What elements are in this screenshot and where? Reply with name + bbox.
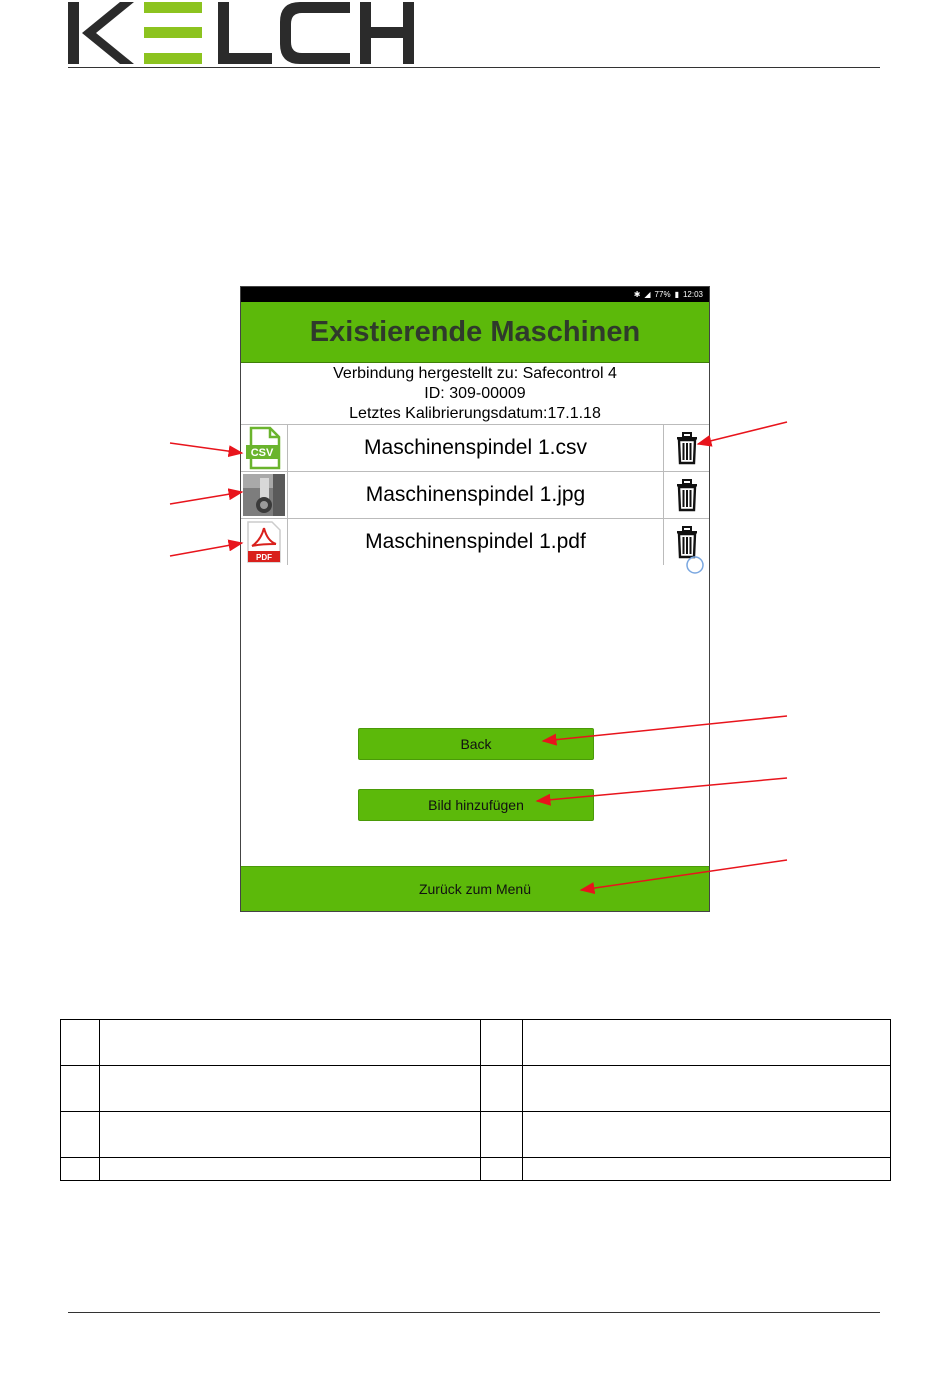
table-row xyxy=(61,1066,891,1112)
signal-icon: ◢ xyxy=(644,290,651,299)
table-row xyxy=(61,1112,891,1158)
bluetooth-icon: ✱ xyxy=(633,290,641,299)
file-name[interactable]: Maschinenspindel 1.jpg xyxy=(365,483,586,506)
arrow-menu xyxy=(581,860,787,890)
table-cell xyxy=(61,1066,100,1112)
table-cell xyxy=(99,1020,481,1066)
table-row xyxy=(61,1020,891,1066)
table-cell xyxy=(523,1158,891,1181)
table-cell xyxy=(99,1158,481,1181)
file-name[interactable]: Maschinenspindel 1.csv xyxy=(364,436,587,459)
table-cell xyxy=(99,1066,481,1112)
arrow-pdf xyxy=(170,543,242,556)
back-to-menu-button[interactable]: Zurück zum Menü xyxy=(241,866,709,911)
table-cell xyxy=(61,1020,100,1066)
table-cell xyxy=(481,1112,523,1158)
table-cell xyxy=(481,1020,523,1066)
svg-text:CSV: CSV xyxy=(250,447,274,459)
battery-level: 77% xyxy=(654,290,671,299)
connection-device: Verbindung hergestellt zu: Safecontrol 4 xyxy=(333,365,617,382)
table-cell xyxy=(99,1112,481,1158)
add-image-button[interactable]: Bild hinzufügen xyxy=(358,789,594,821)
arrow-add-image xyxy=(537,778,787,801)
page-title: Existierende Maschinen xyxy=(309,315,641,348)
table-cell xyxy=(481,1066,523,1112)
file-name[interactable]: Maschinenspindel 1.pdf xyxy=(365,530,586,553)
footer-rule xyxy=(68,1312,880,1313)
calibration-date: Letztes Kalibrierungsdatum:17.1.18 xyxy=(349,405,601,422)
table-row xyxy=(61,1158,891,1181)
arrow-csv xyxy=(170,443,242,453)
clock: 12:03 xyxy=(682,290,703,299)
arrow-back xyxy=(543,716,787,741)
table-cell xyxy=(61,1112,100,1158)
arrow-trash xyxy=(698,422,787,444)
battery-icon: ▮ xyxy=(674,290,679,299)
table-cell xyxy=(523,1066,891,1112)
svg-text:PDF: PDF xyxy=(256,553,272,562)
back-button[interactable]: Back xyxy=(358,728,594,760)
table-cell xyxy=(61,1158,100,1181)
legend-table xyxy=(60,1019,891,1181)
arrow-jpg xyxy=(170,492,242,504)
table-cell xyxy=(481,1158,523,1181)
connection-id: ID: 309-00009 xyxy=(424,385,526,402)
table-cell xyxy=(523,1112,891,1158)
table-cell xyxy=(523,1020,891,1066)
